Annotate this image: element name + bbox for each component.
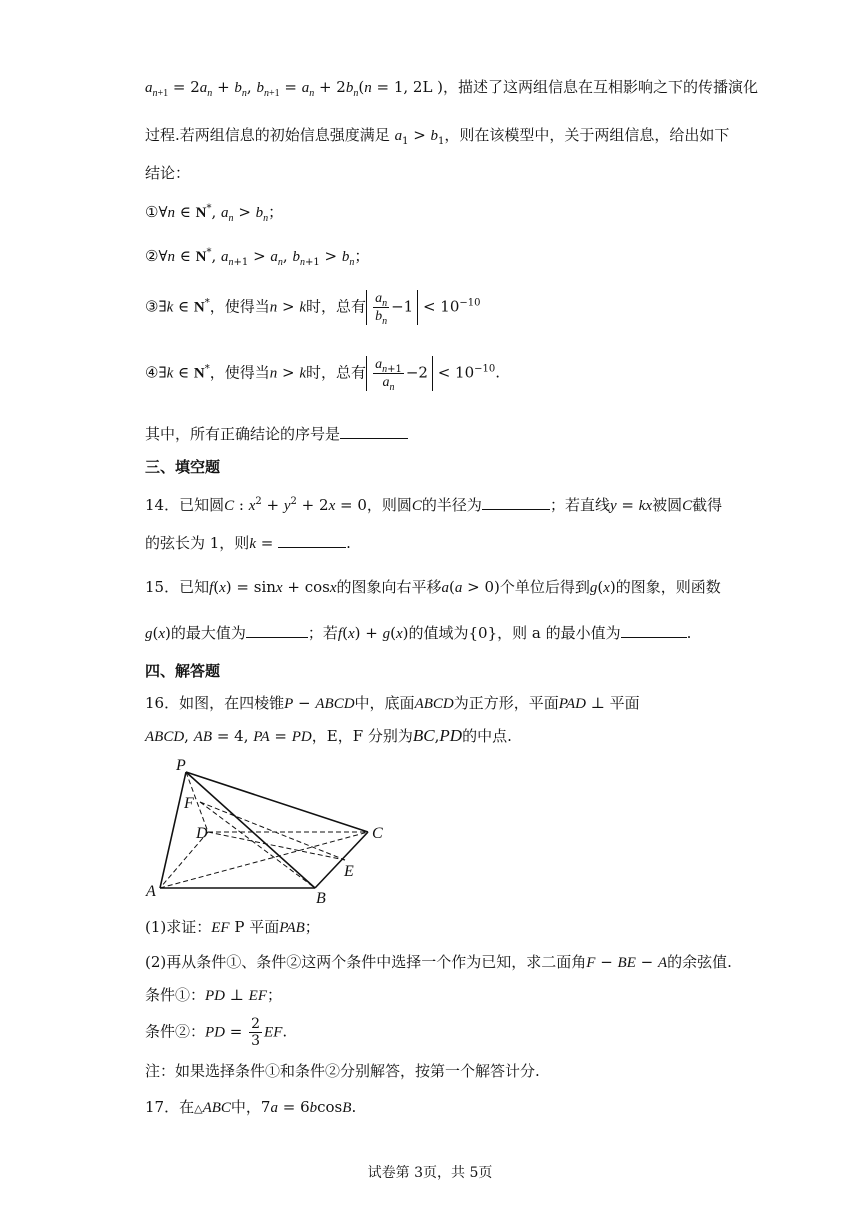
q16-line-1: 16．如图，在四棱锥P − ABCD中，底面ABCD为正方形，平面PAD ⊥ 平面 — [145, 694, 640, 712]
q15-blank-min-a[interactable] — [621, 623, 687, 638]
answer-blank[interactable] — [340, 424, 408, 439]
label-P: P — [176, 757, 186, 774]
edge-PC — [186, 772, 368, 832]
section-heading-solutions: 四、解答题 — [145, 662, 221, 680]
label-C: C — [372, 825, 383, 842]
q15-line-1: 15．已知f(x) = sinx + cosx的图象向右平移a(a > 0)个单位后得到g(x)的图象，则函数 — [145, 578, 721, 596]
label-F: F — [184, 795, 194, 812]
q13-formula-line: $a_{n+1} = 2a_n + b_n$, $b_{n+1} = a_n + 2b_n(n = 1$, 2L )，描述了这两组信息在互相影响之下的传播演化 — [145, 78, 759, 99]
segment-FE — [200, 802, 345, 860]
q14-line-2: 的弦长为 1，则k = . — [145, 534, 351, 552]
pyramid-figure — [140, 756, 400, 906]
q17-line: 17．在△ABC中，7a = 6bcosB. — [145, 1098, 357, 1116]
edge-PA — [160, 772, 186, 888]
segment-FB — [200, 802, 315, 888]
diag-AC — [160, 832, 368, 888]
label-A: A — [146, 883, 156, 900]
q14-line-1: 14．已知圆C : $x^2 + y^2 + 2x = 0$，则圆C的半径为 ；若直线y = kx被圆C截得 — [145, 496, 723, 514]
q16-note: 注：如果选择条件①和条件②分别解答，按第一个解答计分. — [145, 1062, 540, 1080]
label-D: D — [196, 825, 208, 842]
q16-part-1: (1)求证：EF P 平面PAB； — [145, 918, 320, 936]
q15-blank-max[interactable] — [246, 623, 308, 638]
section-heading-fill-in: 三、填空题 — [145, 458, 221, 476]
q14-blank-radius[interactable] — [482, 495, 550, 510]
q16-part-2: (2)再从条件①、条件②这两个条件中选择一个作为已知，求二面角F − BE − A的余弦值. — [145, 953, 732, 971]
q14-blank-k[interactable] — [278, 533, 346, 548]
q13-answer-line: 其中，所有正确结论的序号是 — [145, 423, 408, 445]
q16-condition-2: 条件②：PD = $\frac{2}{3}$ EF. — [145, 1016, 288, 1049]
label-E: E — [344, 863, 354, 880]
segment-DE — [208, 832, 345, 860]
q13-line-2: 过程.若两组信息的初始信息强度满足 $a_1 > b_1$，则在该模型中，关于两组信息，给出如下 — [145, 126, 730, 147]
q13-conclusion-1: ①∀n ∈ N*, $a_n > b_n$； — [145, 203, 284, 224]
q13-conclusion-4: ④∃k ∈ N*，使得当n > k时，总有 $\frac{a_{n+1}}{a_n}$ $-2 < 10^{-10}$. — [145, 357, 501, 393]
q16-line-2: ABCD, AB = 4, PA = PD，E，F 分别为BC,PD的中点. — [145, 726, 512, 745]
page-footer: 试卷第 3页，共 5页 — [367, 1165, 493, 1181]
q13-conclusion-2: ②∀n ∈ N*, $a_{n+1} > a_n$, $b_{n+1} > b_n$； — [145, 247, 370, 268]
q15-line-2: g(x)的最大值为 ；若f(x) + g(x)的值域为{0}，则 a 的最小值为 . — [145, 624, 692, 642]
q13-conclusion-3: ③∃k ∈ N*，使得当n > k时，总有 $\frac{a_n}{b_n}$ $-1 < 10^{-10}$ — [145, 291, 481, 327]
q13-line-3: 结论： — [145, 164, 191, 182]
q16-condition-1: 条件①：PD ⊥ EF； — [145, 986, 283, 1004]
edge-BC — [315, 832, 368, 888]
label-B: B — [316, 890, 326, 906]
